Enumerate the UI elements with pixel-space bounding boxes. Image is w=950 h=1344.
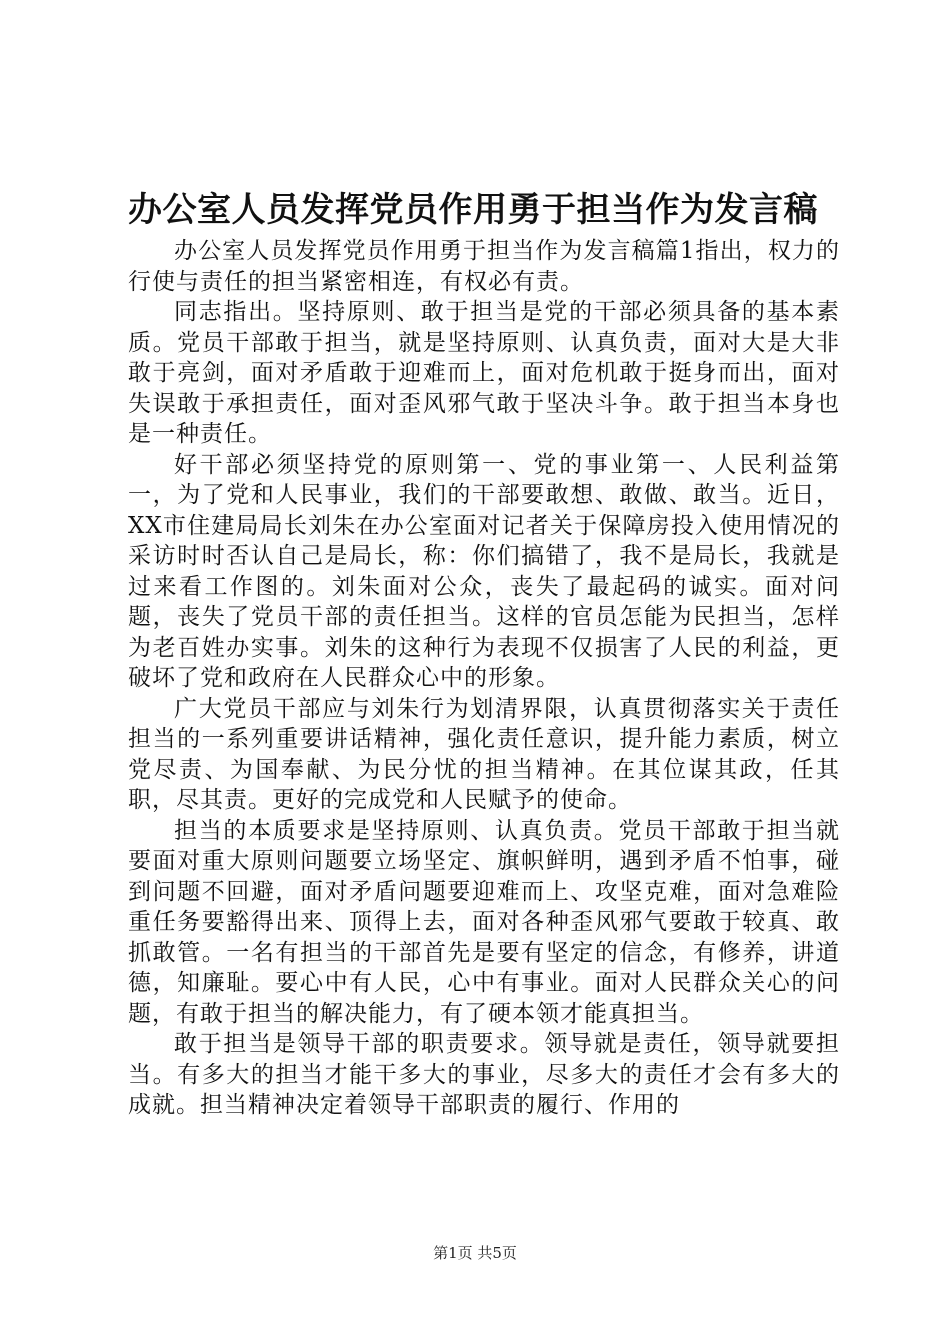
document-title: 办公室人员发挥党员作用勇于担当作为发言稿 [128,190,818,230]
paragraph: 办公室人员发挥党员作用勇于担当作为发言稿篇1指出，权力的行使与责任的担当紧密相连，有权必有责。 [128,238,840,295]
document-body [128,236,840,1121]
paragraph: 敢于担当是领导干部的职责要求。领导就是责任，领导就要担当。有多大的担当才能干多大的事业，尽多大的责任才会有多大的成就。担当精神决定着领导干部职责的履行、作用的 [128,1031,840,1118]
paragraph: 担当的本质要求是坚持原则、认真负责。党员干部敢于担当就要面对重大原则问题要立场坚定、旗帜鲜明，遇到矛盾不怕事，碰到问题不回避，面对矛盾问题要迎难而上、攻坚克难，面对急难险重任务要豁得出来、顶得上去，面对各种歪风邪气要敢于较真、敢抓敢管。一名有担当的干部首先是要有坚定的信念，有修养，讲道德，知廉耻。要心中有人民，心中有事业。面对人民群众关心的问题，有敢于担当的解决能力，有了硬本领才能真担当。 [128,817,840,1027]
paragraph: 同志指出。坚持原则、敢于担当是党的干部必须具备的基本素质。党员干部敢于担当，就是坚持原则、认真负责，面对大是大非敢于亮剑，面对矛盾敢于迎难而上，面对危机敢于挺身而出，面对失误敢于承担责任，面对歪风邪气敢于坚决斗争。敢于担当本身也是一种责任。 [128,299,840,447]
page-number-footer: 第1页 共5页 [433,1244,517,1262]
paragraph: 广大党员干部应与刘朱行为划清界限，认真贯彻落实关于责任担当的一系列重要讲话精神，强化责任意识，提升能力素质，树立党尽责、为国奉献、为民分忧的担当精神。在其位谋其政，任其职，尽其责。更好的完成党和人民赋予的使命。 [128,695,840,813]
paragraph: 好干部必须坚持党的原则第一、党的事业第一、人民利益第一，为了党和人民事业，我们的干部要敢想、敢做、敢当。近日，XX市住建局局长刘朱在办公室面对记者关于保障房投入使用情况的采访时时否认自己是局长，称：你们搞错了，我不是局长，我就是过来看工作图的。刘朱面对公众，丧失了最起码的诚实。面对问题，丧失了党员干部的责任担当。这样的官员怎能为民担当，怎样为老百姓办实事。刘朱的这种行为表现不仅损害了人民的利益，更破坏了党和政府在人民群众心中的形象。 [128,451,840,691]
